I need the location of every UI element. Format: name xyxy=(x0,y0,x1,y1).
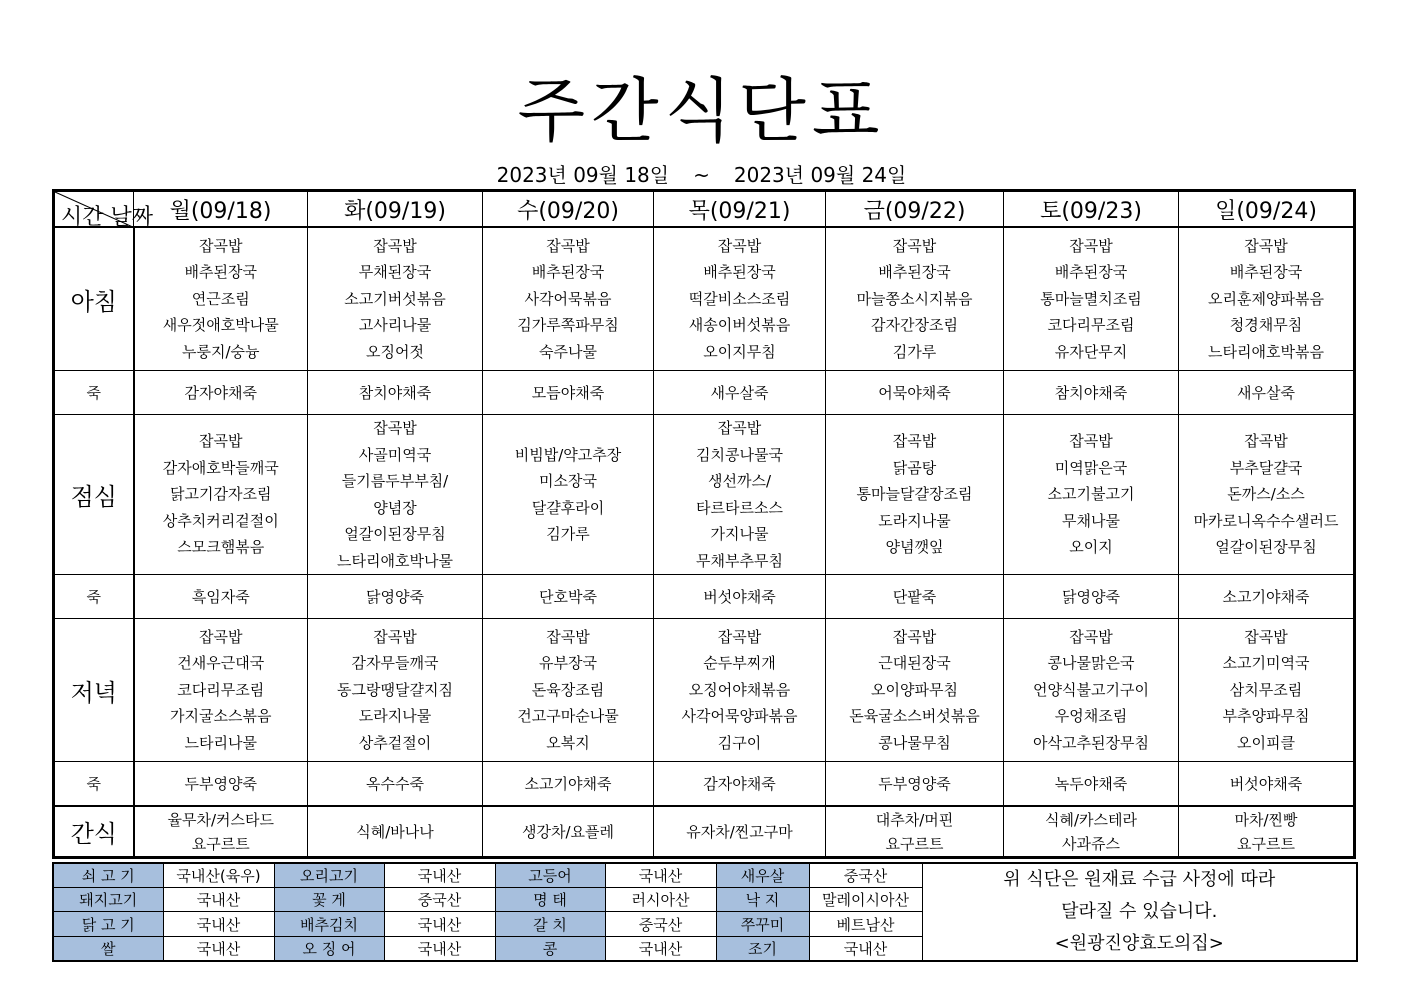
menu-item: 콩나물무침 xyxy=(878,733,951,752)
menu-item: 대추차/머핀 xyxy=(875,810,954,829)
origin-item: 새우살 xyxy=(716,863,809,888)
origin-country: 말레이시아산 xyxy=(809,888,922,912)
menu-item: 배추된장국 xyxy=(703,263,776,282)
origin-country: 국내산 xyxy=(384,912,495,936)
menu-item: 유자차/찐고구마 xyxy=(686,822,793,841)
lunch-cell xyxy=(308,415,483,575)
dinner-cell xyxy=(826,619,1004,762)
menu-item: 배추된장국 xyxy=(1054,263,1128,282)
notice xyxy=(922,863,1357,961)
menu-item: 잡곡밥 xyxy=(199,432,243,451)
menu-item: 잡곡밥 xyxy=(1069,627,1113,646)
breakfast-juk-cell: 새우살죽 xyxy=(654,371,826,415)
snack-cell xyxy=(654,806,826,858)
menu-item: 오징어야채볶음 xyxy=(688,680,791,699)
menu-item: 느타리애호박볶음 xyxy=(1208,342,1324,361)
menu-item: 돈육굴소스버섯볶음 xyxy=(849,707,980,726)
dinner-juk-cell: 버섯야채죽 xyxy=(1179,762,1355,807)
breakfast-cell xyxy=(826,227,1004,371)
menu-item: 잡곡밥 xyxy=(546,627,590,646)
breakfast-juk-cell: 참치야채죽 xyxy=(1004,371,1179,415)
menu-item: 생강차/요플레 xyxy=(522,822,614,841)
notice-line: 위 식단은 원재료 수급 사정에 따라 xyxy=(1003,869,1276,890)
menu-item: 배추된장국 xyxy=(878,263,951,282)
snack-cell xyxy=(826,806,1004,858)
menu-item: 상추치커리겉절이 xyxy=(162,511,279,530)
snack-cell xyxy=(1179,806,1355,858)
menu-item: 소고기미역국 xyxy=(1222,654,1310,673)
dinner-cell xyxy=(134,619,308,762)
menu-item: 도라지나물 xyxy=(878,511,951,530)
notice-line: <원광진양효도의집> xyxy=(1054,933,1224,954)
notice-line: 달라질 수 있습니다. xyxy=(1061,901,1218,922)
origin-item: 명 태 xyxy=(495,888,605,912)
lunch-row xyxy=(54,415,1355,575)
origin-item: 돼지고기 xyxy=(53,888,163,912)
breakfast-juk-cell: 어묵야채죽 xyxy=(826,371,1004,415)
menu-item: 부추양파무침 xyxy=(1222,707,1310,726)
breakfast-juk-cell: 감자야채죽 xyxy=(134,371,308,415)
menu-item: 돈육장조림 xyxy=(531,680,605,699)
date-separator: ~ xyxy=(693,163,710,187)
menu-item: 닭곰탕 xyxy=(892,458,937,477)
menu-item: 연근조림 xyxy=(191,289,250,308)
origin-country: 국내산 xyxy=(163,912,274,936)
menu-item: 건새우근대국 xyxy=(177,654,265,673)
origin-country: 국내산 xyxy=(605,863,716,888)
dinner-row xyxy=(54,619,1355,762)
breakfast-cell xyxy=(1004,227,1179,371)
menu-item: 잡곡밥 xyxy=(199,627,243,646)
menu-item: 잡곡밥 xyxy=(1069,236,1113,255)
menu-item: 김가루쪽파무침 xyxy=(517,316,619,335)
menu-item: 새우젓애호박나물 xyxy=(162,316,279,335)
date-end: 2023년 09월 24일 xyxy=(733,163,907,187)
menu-item: 잡곡밥 xyxy=(1244,432,1288,451)
menu-item: 잡곡밥 xyxy=(717,627,762,646)
header-row xyxy=(54,191,1355,228)
menu-item: 김구이 xyxy=(717,733,762,752)
date-range xyxy=(0,162,1403,188)
lunch-juk-cell: 단호박죽 xyxy=(483,575,654,619)
dinner-cell xyxy=(483,619,654,762)
lunch-juk-cell: 단팥죽 xyxy=(826,575,1004,619)
menu-item: 사과쥬스 xyxy=(1062,834,1120,853)
origin-item: 콩 xyxy=(495,936,605,961)
breakfast-cell xyxy=(134,227,308,371)
dinner-cell xyxy=(654,619,826,762)
breakfast-cell xyxy=(654,227,826,371)
menu-item: 율무차/커스타드 xyxy=(167,810,274,829)
menu-item: 오복지 xyxy=(546,733,590,752)
origin-country: 국내산 xyxy=(605,936,716,961)
menu-item: 소고기불고기 xyxy=(1047,485,1135,504)
origin-country: 국내산 xyxy=(163,888,274,912)
menu-item: 잡곡밥 xyxy=(892,432,937,451)
menu-item: 가지굴소스볶음 xyxy=(170,707,272,726)
menu-item: 청경채무침 xyxy=(1229,316,1303,335)
menu-item: 우엉채조림 xyxy=(1054,707,1128,726)
origin-country: 중국산 xyxy=(384,888,495,912)
lunch-cell xyxy=(483,415,654,575)
snack-cell xyxy=(1004,806,1179,858)
dinner-juk-row xyxy=(54,762,1355,807)
origin-table xyxy=(52,862,1358,962)
menu-item: 비빔밥/약고추장 xyxy=(514,445,622,464)
menu-item: 코다리무조림 xyxy=(177,680,265,699)
menu-item: 건고구마순나물 xyxy=(517,707,619,726)
menu-item: 요구르트 xyxy=(191,834,250,853)
breakfast-juk-row xyxy=(54,371,1355,415)
day-header: 목(09/21) xyxy=(654,191,826,228)
snack-cell xyxy=(483,806,654,858)
menu-item: 요구르트 xyxy=(885,834,944,853)
menu-item: 잡곡밥 xyxy=(373,236,417,255)
menu-item: 마늘쫑소시지볶음 xyxy=(856,289,973,308)
origin-country: 베트남산 xyxy=(809,912,922,936)
meal-label-dinner: 저녁 xyxy=(54,619,134,762)
menu-item: 들기름두부부침/ xyxy=(341,472,449,490)
menu-item: 오리훈제양파볶음 xyxy=(1208,289,1324,308)
menu-item: 느타리애호박나물 xyxy=(337,551,453,570)
menu-item: 도라지나물 xyxy=(358,707,432,726)
origin-country: 중국산 xyxy=(809,863,922,888)
menu-item: 닭고기감자조림 xyxy=(170,485,272,504)
menu-item: 잡곡밥 xyxy=(546,236,590,255)
menu-item: 사각어묵양파볶음 xyxy=(681,707,798,726)
menu-item: 잡곡밥 xyxy=(199,236,243,255)
day-header: 수(09/20) xyxy=(483,191,654,228)
menu-item: 떡갈비소스조림 xyxy=(688,289,791,308)
menu-item: 새송이버섯볶음 xyxy=(688,316,791,335)
dinner-juk-cell: 두부영양죽 xyxy=(826,762,1004,807)
menu-item: 감자무들깨국 xyxy=(351,654,439,673)
meal-label-juk: 죽 xyxy=(54,575,134,619)
day-header: 화(09/19) xyxy=(308,191,483,228)
menu-item: 마차/찐빵 xyxy=(1234,810,1298,829)
menu-item: 통마늘달걀장조림 xyxy=(856,485,973,504)
lunch-juk-cell: 닭영양죽 xyxy=(308,575,483,619)
meal-label-juk: 죽 xyxy=(54,762,134,807)
menu-item: 배추된장국 xyxy=(184,263,257,282)
day-header: 일(09/24) xyxy=(1179,191,1355,228)
menu-item: 잡곡밥 xyxy=(373,419,417,437)
menu-item: 잡곡밥 xyxy=(1069,432,1113,451)
breakfast-juk-cell: 새우살죽 xyxy=(1179,371,1355,415)
menu-item: 소고기버섯볶음 xyxy=(344,289,446,308)
menu-item: 무채된장국 xyxy=(358,263,432,282)
menu-item: 미역맑은국 xyxy=(1054,458,1128,477)
menu-item: 감자간장조림 xyxy=(871,316,958,335)
menu-item: 가지나물 xyxy=(710,525,769,543)
dinner-juk-cell: 두부영양죽 xyxy=(134,762,308,807)
dinner-juk-cell: 소고기야채죽 xyxy=(483,762,654,807)
lunch-juk-cell: 버섯야채죽 xyxy=(654,575,826,619)
menu-item: 상추겉절이 xyxy=(358,733,432,752)
menu-item: 잡곡밥 xyxy=(717,419,762,437)
origin-item: 낙 지 xyxy=(716,888,809,912)
menu-item: 숙주나물 xyxy=(539,342,597,361)
origin-item: 오 징 어 xyxy=(274,936,384,961)
menu-item: 오징어젓 xyxy=(366,342,424,361)
meal-label-breakfast: 아침 xyxy=(54,227,134,371)
menu-item: 마카로니옥수수샐러드 xyxy=(1193,511,1339,530)
menu-item: 감자애호박들깨국 xyxy=(162,458,279,477)
breakfast-cell xyxy=(483,227,654,371)
menu-item: 오이피클 xyxy=(1237,733,1295,752)
lunch-cell xyxy=(1179,415,1355,575)
origin-country: 국내산 xyxy=(163,936,274,961)
menu-item: 콩나물맑은국 xyxy=(1047,654,1135,673)
lunch-juk-cell: 흑임자죽 xyxy=(134,575,308,619)
menu-item: 배추된장국 xyxy=(1229,263,1303,282)
page-title: 주간식단표 xyxy=(517,70,886,152)
menu-item: 오이양파무침 xyxy=(871,680,958,699)
origin-country: 국내산 xyxy=(384,936,495,961)
menu-item: 오이지무침 xyxy=(703,342,776,361)
origin-item: 갈 치 xyxy=(495,912,605,936)
dinner-juk-cell: 옥수수죽 xyxy=(308,762,483,807)
menu-item: 언양식불고기구이 xyxy=(1033,680,1149,699)
dinner-cell xyxy=(1179,619,1355,762)
breakfast-cell xyxy=(308,227,483,371)
day-header: 금(09/22) xyxy=(826,191,1004,228)
menu-item: 사각어묵볶음 xyxy=(524,289,612,308)
menu-item: 순두부찌개 xyxy=(703,654,776,673)
menu-item: 근대된장국 xyxy=(878,654,951,673)
menu-item: 달걀후라이 xyxy=(531,498,605,517)
snack-cell xyxy=(308,806,483,858)
menu-item: 아삭고추된장무침 xyxy=(1033,733,1149,752)
meal-label-snack: 간식 xyxy=(54,806,134,858)
lunch-cell xyxy=(826,415,1004,575)
lunch-cell xyxy=(654,415,826,575)
origin-item: 고등어 xyxy=(495,863,605,888)
menu-item: 느타리나물 xyxy=(184,733,257,752)
menu-item: 동그랑땡달걀지짐 xyxy=(337,680,453,699)
menu-item: 얼갈이된장무침 xyxy=(1215,538,1317,557)
menu-item: 식혜/바나나 xyxy=(356,822,434,841)
menu-item: 잡곡밥 xyxy=(1244,236,1288,255)
origin-item: 배추김치 xyxy=(274,912,384,936)
lunch-juk-row xyxy=(54,575,1355,619)
menu-item: 누룽지/숭늉 xyxy=(181,342,260,361)
menu-item: 배추된장국 xyxy=(531,263,605,282)
lunch-cell xyxy=(1004,415,1179,575)
menu-item: 양념깻잎 xyxy=(885,538,944,557)
origin-country: 국내산 xyxy=(809,936,922,961)
menu-item: 미소장국 xyxy=(539,472,597,490)
origin-country: 중국산 xyxy=(605,912,716,936)
menu-item: 스모크햄볶음 xyxy=(177,538,265,557)
menu-item: 코다리무조림 xyxy=(1047,316,1135,335)
lunch-juk-cell: 소고기야채죽 xyxy=(1179,575,1355,619)
menu-item: 고사리나물 xyxy=(358,316,432,335)
menu-item: 생선까스/ xyxy=(707,472,771,490)
date-start: 2023년 09월 18일 xyxy=(496,163,670,187)
menu-item: 돈까스/소스 xyxy=(1227,485,1305,504)
origin-row xyxy=(53,863,1357,888)
menu-item: 무채부추무침 xyxy=(696,551,783,570)
dinner-juk-cell: 감자야채죽 xyxy=(654,762,826,807)
breakfast-row xyxy=(54,227,1355,371)
snack-cell xyxy=(134,806,308,858)
menu-item: 잡곡밥 xyxy=(717,236,762,255)
dinner-cell xyxy=(308,619,483,762)
menu-item: 양념장 xyxy=(373,498,417,517)
corner-label: 시간 날짜 xyxy=(61,205,154,230)
meal-label-lunch: 점심 xyxy=(54,415,134,575)
meal-label-juk: 죽 xyxy=(54,371,134,415)
snack-row xyxy=(54,806,1355,858)
lunch-juk-cell: 닭영양죽 xyxy=(1004,575,1179,619)
dinner-cell xyxy=(1004,619,1179,762)
menu-item: 식혜/카스테라 xyxy=(1045,810,1137,829)
lunch-cell xyxy=(134,415,308,575)
corner-cell xyxy=(54,191,154,230)
menu-item: 김치콩나물국 xyxy=(696,445,783,464)
menu-item: 잡곡밥 xyxy=(892,236,937,255)
menu-item: 잡곡밥 xyxy=(1244,627,1288,646)
menu-item: 잡곡밥 xyxy=(892,627,937,646)
menu-item: 요구르트 xyxy=(1237,834,1295,853)
origin-item: 꽃 게 xyxy=(274,888,384,912)
origin-country: 러시아산 xyxy=(605,888,716,912)
menu-item: 사골미역국 xyxy=(358,445,432,464)
breakfast-cell xyxy=(1179,227,1355,371)
origin-item: 닭 고 기 xyxy=(53,912,163,936)
origin-item: 오리고기 xyxy=(274,863,384,888)
menu-item: 김가루 xyxy=(546,525,590,543)
origin-country: 국내산 xyxy=(384,863,495,888)
menu-item: 삼치무조림 xyxy=(1229,680,1303,699)
breakfast-juk-cell: 모듬야채죽 xyxy=(483,371,654,415)
menu-item: 유부장국 xyxy=(539,654,597,673)
menu-item: 김가루 xyxy=(892,342,937,361)
menu-item: 부추달걀국 xyxy=(1229,458,1303,477)
menu-item: 타르타르소스 xyxy=(696,498,783,517)
day-header: 월(09/18) xyxy=(134,191,308,228)
menu-item: 무채나물 xyxy=(1062,511,1120,530)
origin-item: 쌀 xyxy=(53,936,163,961)
origin-item: 쭈꾸미 xyxy=(716,912,809,936)
menu-item: 유자단무지 xyxy=(1054,342,1128,361)
menu-item: 오이지 xyxy=(1069,538,1113,557)
dinner-juk-cell: 녹두야채죽 xyxy=(1004,762,1179,807)
weekly-menu-table xyxy=(52,189,1356,859)
origin-item: 조기 xyxy=(716,936,809,961)
menu-item: 얼갈이된장무침 xyxy=(344,525,446,543)
day-header: 토(09/23) xyxy=(1004,191,1179,228)
breakfast-juk-cell: 참치야채죽 xyxy=(308,371,483,415)
menu-item: 통마늘멸치조림 xyxy=(1040,289,1142,308)
menu-item: 잡곡밥 xyxy=(373,627,417,646)
origin-item: 쇠 고 기 xyxy=(53,863,163,888)
origin-country: 국내산(육우) xyxy=(163,863,274,888)
